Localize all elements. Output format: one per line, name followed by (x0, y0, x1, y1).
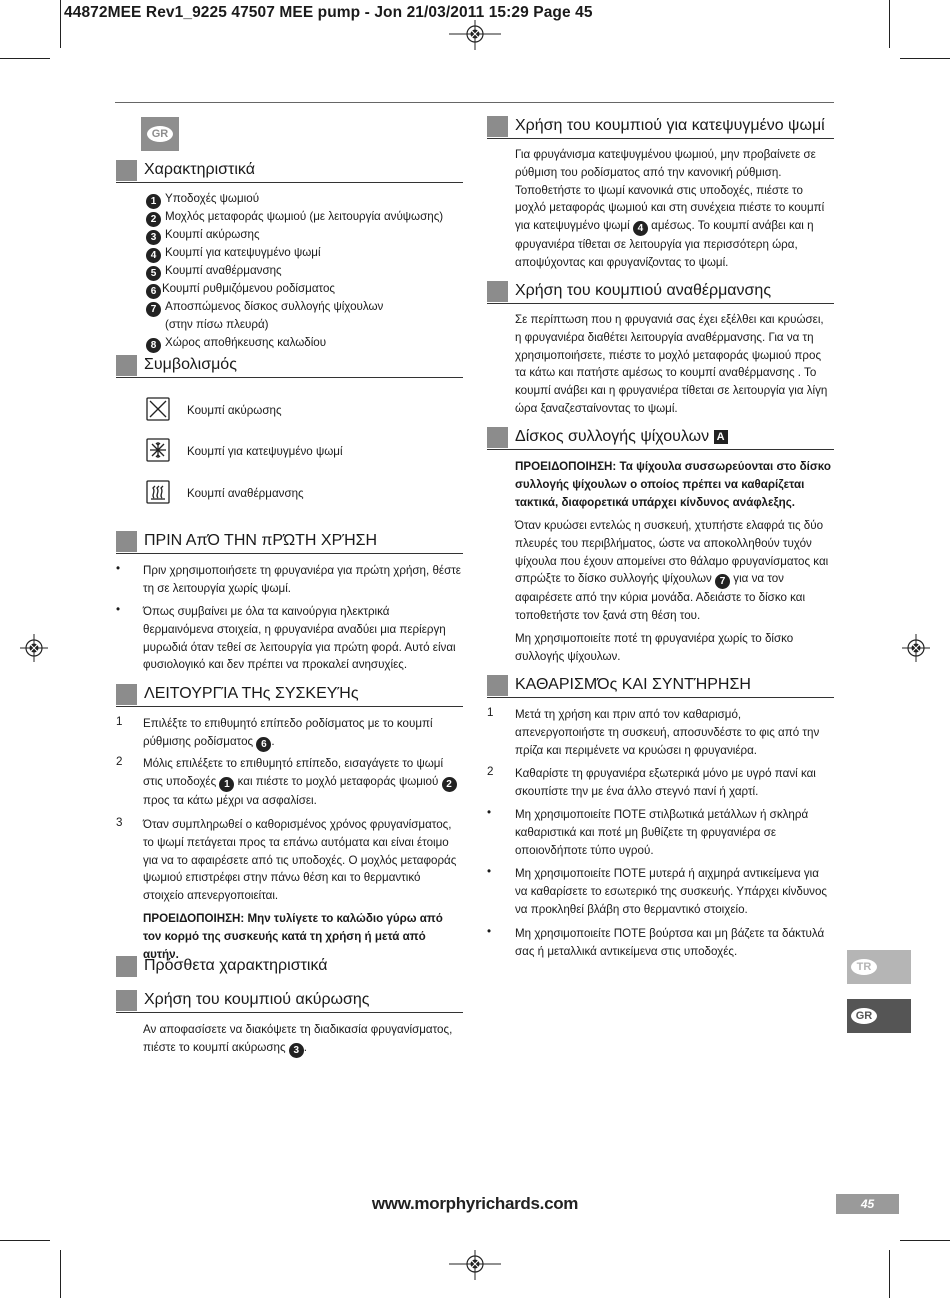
step-text: Μετά τη χρήση και πριν από τον καθαρισμό, απενεργοποιήστε τη συσκευή, αποσυνδέστε το φις από την πρίζα και περιμένετε να κρυώσει η φρυγανιέρα. (515, 708, 820, 757)
body-text: Για φρυγάνισμα κατεψυγμένου ψωμιού, μην προβαίνετε σε ρύθμιση του ροδίσματος από την κανονική ρύθμιση. Τοποθετήστε το ψωμί κανονικά στις υποδοχές, πιέστε το μοχλό μεταφοράς ψωμιού και στη συνέχεια πιέστε το κουμπί για κατεψυγμένο ψωμί 4 αμέσως. Το κουμπί ανάβει και η φρυγανιέρα τίθεται σε λειτουργία για περισσότερη ώρα, αποψύχοντας και φρυγανίζοντας το ψωμί. (515, 148, 825, 269)
registration-mark-icon (449, 20, 501, 50)
feature-item: 4 Κουμπί για κατεψυγμένο ψωμί (146, 244, 321, 263)
feature-item-continuation: (στην πίσω πλευρά) (165, 318, 269, 331)
bullet: • (116, 603, 121, 616)
heading-text: Χρήση του κουμπιού αναθέρμανσης (515, 282, 772, 299)
language-tab-gr[interactable] (847, 999, 911, 1033)
number-badge: 5 (146, 266, 161, 281)
heading-marker (116, 990, 137, 1011)
step-number: 1 (487, 706, 494, 719)
body-text: Μη χρησιμοποιείτε ποτέ τη φρυγανιέρα χωρίς το δίσκο συλλογής ψίχουλων. (515, 632, 794, 663)
heading-marker (487, 281, 508, 302)
crop-mark (900, 1240, 950, 1241)
heading-marker (116, 531, 137, 552)
step-number: 2 (487, 765, 494, 778)
section-heading-first-use (116, 531, 463, 554)
heading-text: Συμβολισμός (144, 356, 237, 373)
warning-text: ΠΡΟΕΙΔΟΠΟΙΗΣΗ: Τα ψίχουλα συσσωρεύονται στο δίσκο συλλογής ψίχουλων ο οποίος πρέπει να καθαρίζεται τακτικά, διαφορετικά υπάρχει κίνδυνος ανάφλεξης. (515, 460, 831, 509)
feature-item: 7 Αποσπώμενος δίσκος συλλογής ψίχουλων (146, 298, 383, 317)
step-number: 2 (116, 755, 123, 768)
number-badge: 1 (219, 777, 234, 792)
number-badge: 3 (146, 230, 161, 245)
heading-marker (116, 684, 137, 705)
reheat-icon (146, 480, 170, 504)
feature-item: 5 Κουμπί αναθέρμανσης (146, 262, 282, 281)
section-heading-crumb-tray (487, 427, 834, 450)
heading-marker (487, 116, 508, 137)
crop-mark (60, 0, 61, 48)
section-heading-cancel (116, 990, 463, 1013)
number-badge: 6 (256, 737, 271, 752)
section-heading-cleaning (487, 675, 834, 698)
snowflake-icon (146, 438, 170, 462)
crop-mark (60, 1250, 61, 1298)
number-badge: 2 (442, 777, 457, 792)
language-tab-label: GR (851, 1008, 877, 1024)
section-heading-reheat (487, 281, 834, 304)
warning-text: ΠΡΟΕΙΔΟΠΟΙΗΣΗ: Μην τυλίγετε το καλώδιο γύρω από τον κορμό της συσκευής κατά τη χρήση ή μετά από αυτήν. (143, 912, 443, 961)
feature-item: 6 Κουμπί ρυθμιζόμενου ροδίσματος (146, 280, 335, 299)
bullet: • (487, 806, 492, 819)
heading-marker (116, 956, 137, 977)
feature-item: 1 Υποδοχές ψωμιού (146, 190, 259, 209)
language-tab-label: TR (851, 959, 877, 975)
bullet-text: Μη χρησιμοποιείτε ΠΟΤΕ μυτερά ή αιχμηρά αντικείμενα για να καθαρίσετε το εσωτερικό της συσκευής. Υπάρχει κίνδυνος να προκληθεί βλάβη στο θερμαντικό στοιχείο. (515, 867, 828, 916)
step-text: Όταν συμπληρωθεί ο καθορισμένος χρόνος φρυγανίσματος, το ψωμί πετάγεται προς τα επάνω αυτόματα και είναι έτοιμο για να το αφαιρέσετε από τις υποδοχές. Ο μοχλός μεταφοράς ψωμιού επιστρέφει στην πάνω θέση και το θερμαντικό στοιχείο απενεργοποιείται. (143, 818, 457, 903)
heading-text: ΛΕΙΤΟΥΡΓΊΑ ΤΗς ΣΥΣΚΕΥΉς (144, 685, 359, 702)
step-number: 3 (116, 816, 123, 829)
crop-mark (889, 1250, 890, 1298)
number-badge: 7 (715, 574, 730, 589)
heading-text: ΚΑΘΑΡΙΣΜΌς ΚΑΙ ΣΥΝΤΉΡΗΣΗ (515, 676, 751, 693)
number-badge: 8 (146, 338, 161, 353)
bullet-text: Μη χρησιμοποιείτε ΠΟΤΕ βούρτσα και μη βάζετε τα δάκτυλά σας ή μεταλλικά αντικείμενα στις υποδοχές. (515, 927, 825, 958)
feature-item: 3 Κουμπί ακύρωσης (146, 226, 260, 245)
symbol-label: Κουμπί αναθέρμανσης (187, 487, 304, 500)
feature-item: 2 Μοχλός μεταφοράς ψωμιού (με λειτουργία ανύψωσης) (146, 208, 443, 227)
section-heading-extra (116, 956, 463, 978)
bullet: • (487, 925, 492, 938)
feature-item: 8 Χώρος αποθήκευσης καλωδίου (146, 334, 326, 353)
page-number: 45 (836, 1194, 899, 1214)
body-text: Όταν κρυώσει εντελώς η συσκευή, χτυπήστε ελαφρά τις δύο πλευρές του περιβλήματος, ώστε να αποκολληθούν τυχόν ψίχουλα που έχουν απομείνει στο θάλαμο φρυγανίσματος και σπρώξτε το δίσκο συλλογής ψίχουλων 7 για να τον αφαιρέσετε από την κύρια μονάδα. Αδειάστε το δίσκο και τοποθετήστε τον ξανά στη θέση του. (515, 519, 829, 623)
number-badge: 1 (146, 194, 161, 209)
registration-mark-icon (20, 634, 48, 662)
heading-text: Πρόσθετα χαρακτηριστικά (144, 957, 328, 974)
crop-mark (0, 1240, 50, 1241)
number-badge: 6 (146, 284, 161, 299)
language-badge-label: GR (147, 126, 173, 142)
step-text: Μόλις επιλέξετε το επιθυμητό επίπεδο, εισαγάγετε το ψωμί στις υποδοχές 1 και πιέστε το μοχλό μεταφοράς ψωμιού 2 προς τα κάτω μέχρι να ασφαλίσει. (143, 755, 463, 810)
heading-marker (116, 160, 137, 181)
bullet: • (487, 865, 492, 878)
number-badge: 4 (633, 221, 648, 236)
footer-url: www.morphyrichards.com (371, 1194, 579, 1213)
number-badge: 7 (146, 302, 161, 317)
language-badge (141, 117, 179, 151)
registration-mark-icon (449, 1250, 501, 1280)
heading-text: Δίσκος συλλογής ψίχουλων A (515, 427, 728, 447)
section-heading-operation (116, 684, 463, 707)
section-heading-features (116, 160, 463, 183)
heading-marker (487, 427, 508, 448)
heading-text: Χρήση του κουμπιού για κατεψυγμένο ψωμί (515, 117, 825, 134)
heading-text: Χαρακτηριστικά (144, 161, 255, 178)
heading-text: ΠΡΙΝ ΑπΌ ΤΗΝ πΡΏΤΗ ΧΡΉΣΗ (144, 532, 378, 549)
cancel-icon (146, 397, 170, 421)
crop-mark (0, 58, 50, 59)
registration-mark-icon (902, 634, 930, 662)
crop-mark (900, 58, 950, 59)
number-badge: 2 (146, 212, 161, 227)
top-rule (115, 102, 834, 103)
part-a-badge: A (714, 430, 728, 444)
bullet-text: Όπως συμβαίνει με όλα τα καινούργια ηλεκτρικά θερμαινόμενα στοιχεία, η φρυγανιέρα αναδύει μια περίεργη μυρωδιά όταν τεθεί σε λειτουργία για πρώτη φορά. Αυτό είναι φυσιολογικό και δεν πρέπει να προκαλεί ανησυχίες. (143, 605, 456, 672)
bullet: • (116, 562, 121, 575)
step-number: 1 (116, 715, 123, 728)
number-badge: 4 (146, 248, 161, 263)
print-slug: 44872MEE Rev1_9225 47507 MEE pump - Jon 21/03/2011 15:29 Page 45 (64, 4, 593, 21)
heading-text: Χρήση του κουμπιού ακύρωσης (144, 991, 370, 1008)
bullet-text: Πριν χρησιμοποιήσετε τη φρυγανιέρα για πρώτη χρήση, θέστε τη σε λειτουργία χωρίς ψωμί. (143, 564, 461, 595)
crop-mark (889, 0, 890, 48)
body-text: Αν αποφασίσετε να διακόψετε τη διαδικασία φρυγανίσματος, πιέστε το κουμπί ακύρωσης 3 . (143, 1023, 453, 1056)
step-text: Επιλέξτε το επιθυμητό επίπεδο ροδίσματος με το κουμπί ρύθμισης ροδίσματος 6 . (143, 717, 433, 750)
section-heading-symbols (116, 355, 463, 378)
symbol-label: Κουμπί ακύρωσης (187, 404, 282, 417)
symbol-label: Κουμπί για κατεψυγμένο ψωμί (187, 445, 343, 458)
section-heading-frozen (487, 116, 834, 139)
bullet-text: Μη χρησιμοποιείτε ΠΟΤΕ στιλβωτικά μετάλλων ή σκληρά καθαριστικά και ποτέ μη βυθίζετε τη φρυγανιέρα σε οποιονδήποτε τύπο υγρού. (515, 808, 809, 857)
language-tab-tr[interactable] (847, 950, 911, 984)
step-text: Καθαρίστε τη φρυγανιέρα εξωτερικά μόνο με υγρό πανί και σκουπίστε την με ένα άλλο στεγνό πανί ή χαρτί. (515, 767, 816, 798)
number-badge: 3 (289, 1043, 304, 1058)
heading-marker (116, 355, 137, 376)
body-text: Σε περίπτωση που η φρυγανιά σας έχει εξέλθει και κρυώσει, η φρυγανιέρα διαθέτει λειτουργία αναθέρμανσης. Για να τη χρησιμοποιήσετε, πιέστε το μοχλό μεταφοράς ψωμιού προς τα κάτω και πατήστε αμέσως το κουμπί αναθέρμανσης . Το κουμπί ανάβει και η φρυγανιέρα τίθεται σε λειτουργία για λίγη ώρα ξαναζεσταίνοντας το ψωμί. (515, 313, 828, 415)
heading-marker (487, 675, 508, 696)
